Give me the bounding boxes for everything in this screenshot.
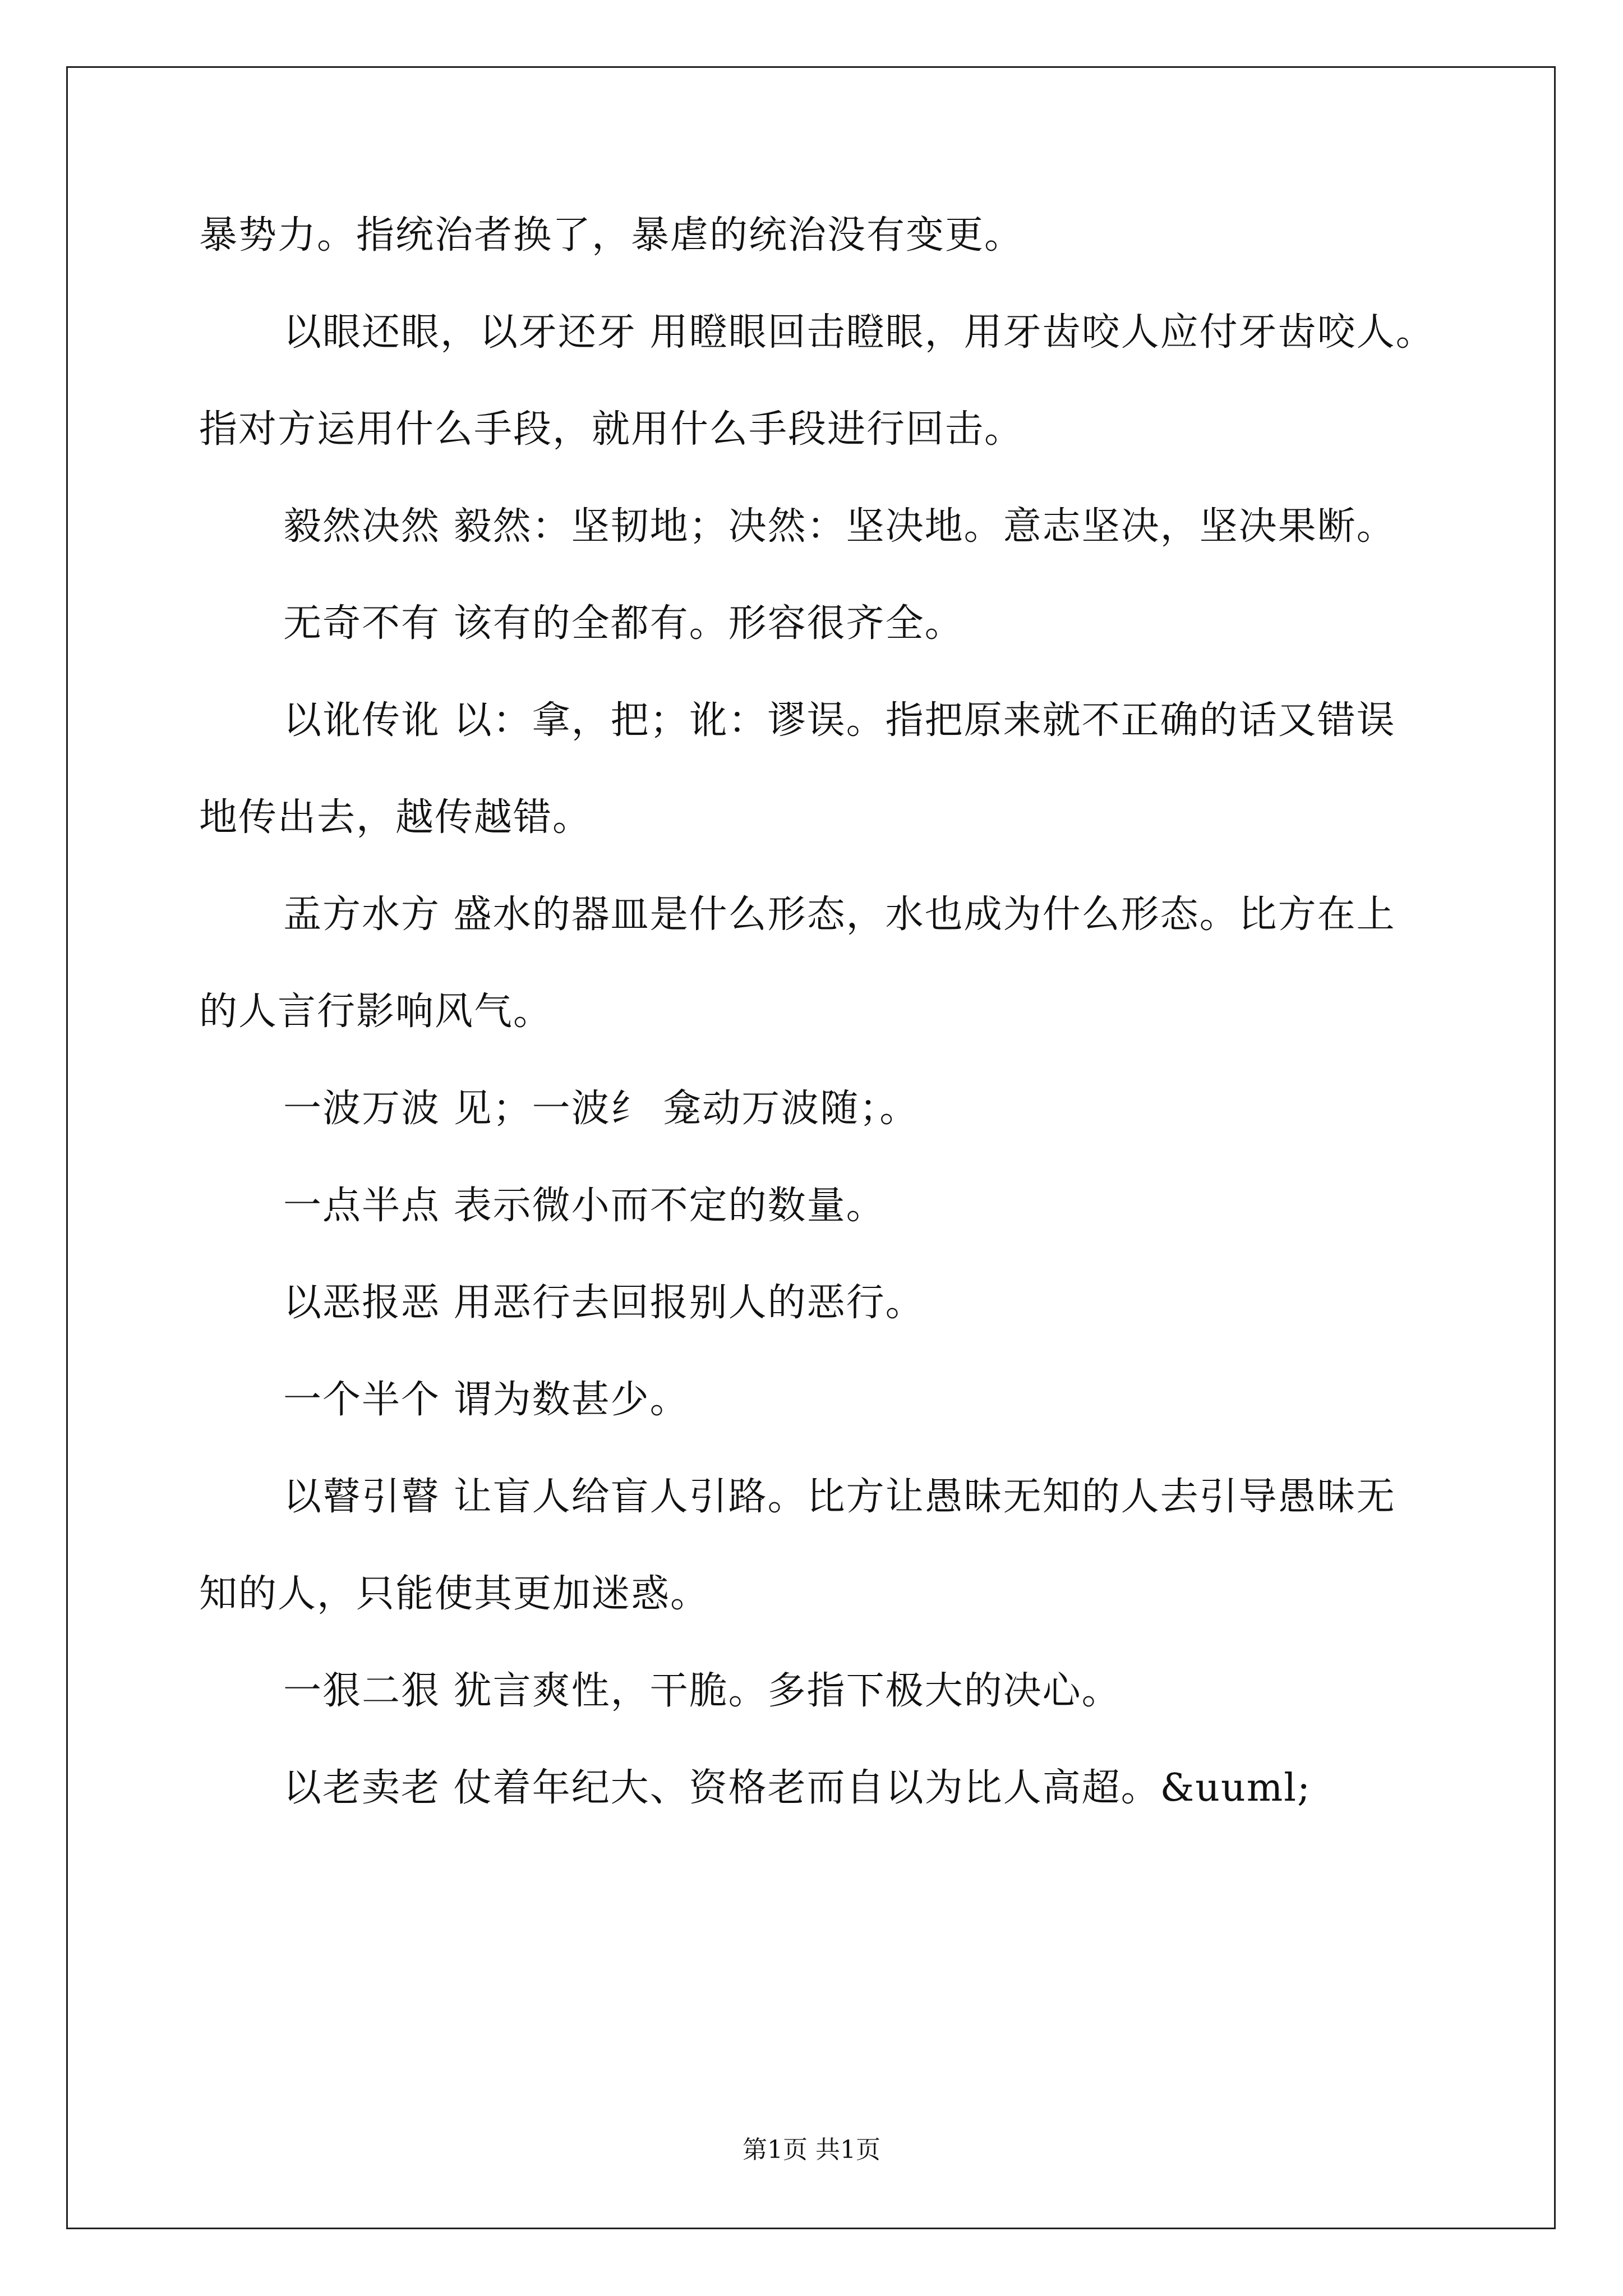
text-line: 以老卖老 仗着年纪大、资格老而自以为比人高超。&uuml; [283, 1766, 1311, 1810]
text-line: 知的人，只能使其更加迷惑。 [199, 1572, 710, 1616]
text-line: 以恶报恶 用恶行去回报别人的恶行。 [283, 1281, 925, 1325]
text-line: 毅然决然 毅然：坚韧地；决然：坚决地。意志坚决，坚决果断。 [283, 504, 1396, 549]
text-line: 以瞽引瞽 让盲人给盲人引路。比方让愚昧无知的人去引导愚昧无 [283, 1475, 1396, 1519]
text-line: 以眼还眼，以牙还牙 用瞪眼回击瞪眼，用牙齿咬人应付牙齿咬人。 [283, 310, 1435, 355]
text-line: 的人言行影响风气。 [199, 990, 553, 1034]
text-line: 地传出去，越传越错。 [199, 795, 592, 840]
text-line: 无奇不有 该有的全都有。形容很齐全。 [283, 601, 964, 646]
text-line: 一个半个 谓为数甚少。 [283, 1378, 689, 1422]
text-line: 以讹传讹 以：拿，把；讹：谬误。指把原来就不正确的话又错误 [283, 698, 1396, 743]
page-number: 第1页 共1页 [743, 2136, 880, 2164]
text-line: 指对方运用什么手段，就用什么手段进行回击。 [199, 407, 1024, 452]
text-line: 一点半点 表示微小而不定的数量。 [283, 1184, 886, 1228]
text-line: 一狠二狠 犹言爽性，干脆。多指下极大的决心。 [283, 1669, 1121, 1713]
text-line: 暴势力。指统治者换了，暴虐的统治没有变更。 [199, 213, 1024, 257]
text-line: 一波万波 见；一波纟 龛动万波随；。 [283, 1087, 919, 1131]
text-line: 盂方水方 盛水的器皿是什么形态，水也成为什么形态。比方在上 [283, 892, 1396, 937]
page-border [66, 66, 1556, 2229]
